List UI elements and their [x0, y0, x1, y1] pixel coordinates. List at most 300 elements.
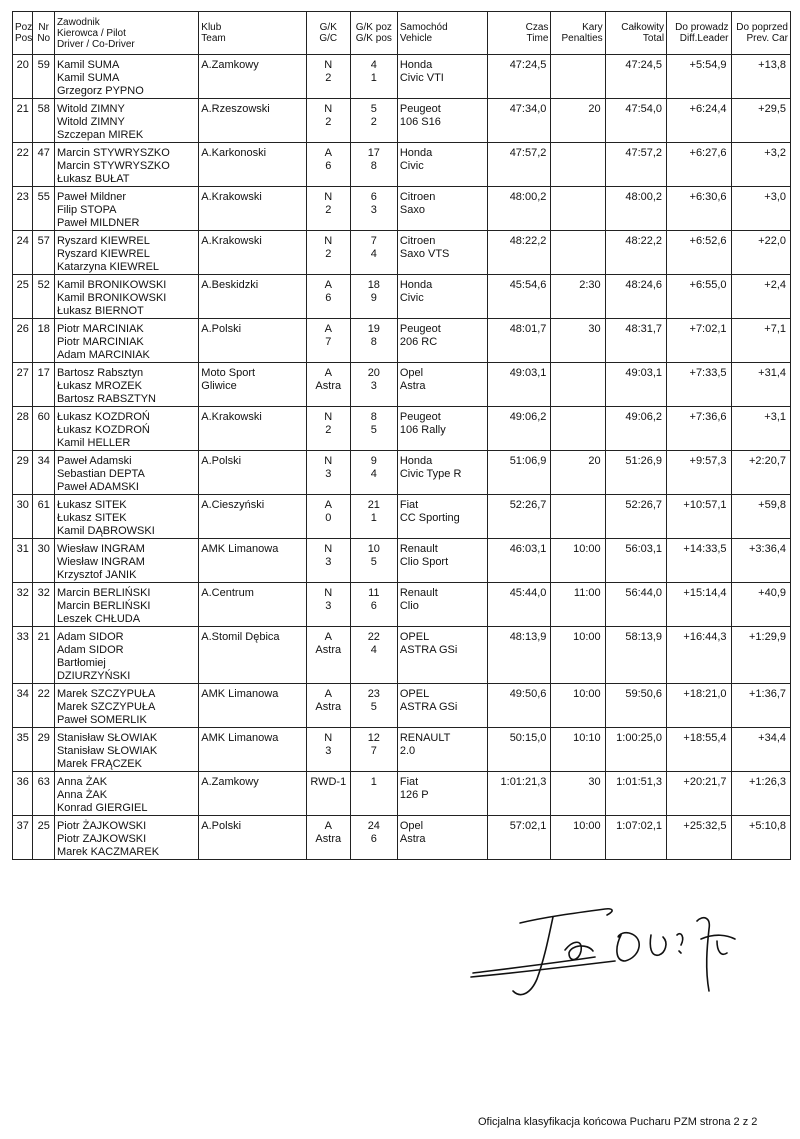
- pos-cell: 28: [13, 407, 33, 451]
- gcpos-cell: [350, 407, 397, 451]
- total-cell: 47:54,0: [605, 99, 666, 143]
- time-cell: 48:13,9: [487, 627, 550, 684]
- gc-cell-line: N: [324, 235, 333, 247]
- driver-cell-line: Ryszard KIEWREL: [56, 248, 150, 260]
- gc-cell-line: 3: [325, 745, 332, 757]
- pos-cell: 20: [13, 55, 33, 99]
- gc-cell-line: 2: [325, 116, 332, 128]
- driver-cell-line: Paweł Mildner: [56, 191, 127, 203]
- nr-cell: 30: [33, 539, 54, 583]
- driver-cell: [54, 539, 198, 583]
- gc-cell: [306, 451, 350, 495]
- table-row: [13, 231, 791, 275]
- prev-car-cell: +1:26,3: [731, 772, 790, 816]
- driver-cell-line: Marcin STYWRYSZKO: [56, 160, 170, 172]
- penalties-cell: [551, 55, 605, 99]
- pos-cell: 33: [13, 627, 33, 684]
- time-cell: 47:34,0: [487, 99, 550, 143]
- time-cell: 1:01:21,3: [487, 772, 550, 816]
- vehicle-cell-line: 106 S16: [399, 116, 441, 128]
- vehicle-cell-line: Peugeot: [399, 323, 441, 335]
- gc-cell-line: A: [324, 279, 332, 291]
- driver-cell-line: Ryszard KIEWREL: [56, 235, 150, 247]
- vehicle-cell-line: 106 Rally: [399, 424, 446, 436]
- club-cell-line: A.Zamkowy: [201, 776, 259, 788]
- gc-cell-line: N: [324, 587, 333, 599]
- total-cell: 48:22,2: [605, 231, 666, 275]
- club-cell: [199, 728, 306, 772]
- table-row: [13, 684, 791, 728]
- driver-cell-line: Łukasz KOZDROŃ: [56, 424, 150, 436]
- diff-leader-cell: +16:44,3: [667, 627, 731, 684]
- time-cell: 47:24,5: [487, 55, 550, 99]
- vehicle-cell-line: Saxo: [399, 204, 425, 216]
- gcpos-cell-line: 23: [367, 688, 380, 700]
- gc-cell: [306, 539, 350, 583]
- gc-cell-line: 2: [325, 72, 332, 84]
- diff-leader-cell: +18:55,4: [667, 728, 731, 772]
- total-cell: 1:01:51,3: [605, 772, 666, 816]
- prev-car-cell: +31,4: [731, 363, 790, 407]
- time-cell: 45:44,0: [487, 583, 550, 627]
- gc-cell-line: 3: [325, 468, 332, 480]
- header-diff-leader: Do prowadz Diff.Leader: [667, 12, 731, 55]
- gcpos-cell-line: 5: [370, 424, 377, 436]
- driver-cell-line: Łukasz KOZDROŃ: [56, 411, 150, 423]
- gcpos-cell-line: 2: [370, 116, 377, 128]
- gc-cell-line: 6: [325, 160, 332, 172]
- vehicle-cell-line: Saxo VTS: [399, 248, 450, 260]
- prev-car-cell: +5:10,8: [731, 816, 790, 860]
- total-cell: 1:07:02,1: [605, 816, 666, 860]
- gcpos-cell-line: 4: [370, 248, 377, 260]
- table-row: [13, 319, 791, 363]
- pos-cell: 23: [13, 187, 33, 231]
- driver-cell-line: Kamil DĄBROWSKI: [56, 525, 155, 537]
- driver-cell-line: Bartłomiej: [56, 657, 106, 669]
- header-total: Całkowity Total: [605, 12, 666, 55]
- time-cell: 49:06,2: [487, 407, 550, 451]
- penalties-cell: 30: [551, 772, 605, 816]
- nr-cell: 21: [33, 627, 54, 684]
- penalties-cell: 20: [551, 99, 605, 143]
- prev-car-cell: +1:36,7: [731, 684, 790, 728]
- gcpos-cell: [350, 772, 397, 816]
- driver-cell: [54, 407, 198, 451]
- diff-leader-cell: +25:32,5: [667, 816, 731, 860]
- penalties-cell: 10:00: [551, 816, 605, 860]
- gc-cell-line: RWD-1: [310, 776, 347, 788]
- driver-cell-line: Marek FRĄCZEK: [56, 758, 142, 770]
- vehicle-cell-line: ASTRA GSi: [399, 701, 458, 713]
- nr-cell: 60: [33, 407, 54, 451]
- penalties-cell: [551, 143, 605, 187]
- gcpos-cell: [350, 363, 397, 407]
- vehicle-cell-line: 126 P: [399, 789, 429, 801]
- table-row: [13, 143, 791, 187]
- club-cell: [199, 55, 306, 99]
- diff-leader-cell: +5:54,9: [667, 55, 731, 99]
- nr-cell: 34: [33, 451, 54, 495]
- pos-cell: 32: [13, 583, 33, 627]
- club-cell: [199, 583, 306, 627]
- gcpos-cell-line: 7: [370, 745, 377, 757]
- gcpos-cell: [350, 187, 397, 231]
- nr-cell: 25: [33, 816, 54, 860]
- driver-cell: [54, 816, 198, 860]
- header-time: Czas Time: [487, 12, 550, 55]
- club-cell: [199, 319, 306, 363]
- pos-cell: 26: [13, 319, 33, 363]
- total-cell: 56:44,0: [605, 583, 666, 627]
- nr-cell: 18: [33, 319, 54, 363]
- vehicle-cell-line: OPEL: [399, 631, 430, 643]
- driver-cell-line: Krzysztof JANIK: [56, 569, 137, 581]
- vehicle-cell: [397, 684, 487, 728]
- gcpos-cell-line: 1: [370, 512, 377, 524]
- gcpos-cell-line: 10: [367, 543, 380, 555]
- driver-cell: [54, 495, 198, 539]
- driver-cell-line: Marek SZCZYPUŁA: [56, 701, 156, 713]
- gcpos-cell-line: 6: [370, 600, 377, 612]
- gc-cell: [306, 495, 350, 539]
- driver-cell-line: Witold ZIMNY: [56, 103, 125, 115]
- pos-cell: 35: [13, 728, 33, 772]
- gcpos-cell-line: 24: [367, 820, 380, 832]
- driver-cell-line: Bartosz Rabsztyn: [56, 367, 144, 379]
- vehicle-cell: [397, 583, 487, 627]
- nr-cell: 47: [33, 143, 54, 187]
- gcpos-cell-line: 3: [370, 204, 377, 216]
- gc-cell: [306, 99, 350, 143]
- gc-cell-line: N: [324, 103, 333, 115]
- table-row: [13, 451, 791, 495]
- gcpos-cell: [350, 451, 397, 495]
- vehicle-cell-line: Opel: [399, 367, 424, 379]
- nr-cell: 52: [33, 275, 54, 319]
- gcpos-cell-line: 1: [370, 72, 377, 84]
- prev-car-cell: +3,0: [731, 187, 790, 231]
- club-cell: [199, 772, 306, 816]
- diff-leader-cell: +6:27,6: [667, 143, 731, 187]
- time-cell: 50:15,0: [487, 728, 550, 772]
- time-cell: 48:22,2: [487, 231, 550, 275]
- gc-cell: [306, 816, 350, 860]
- club-cell: [199, 495, 306, 539]
- club-cell-line: A.Rzeszowski: [201, 103, 270, 115]
- vehicle-cell: [397, 816, 487, 860]
- club-cell: [199, 143, 306, 187]
- gcpos-cell-line: 11: [368, 587, 380, 599]
- vehicle-cell-line: Honda: [399, 455, 433, 467]
- vehicle-cell: [397, 772, 487, 816]
- club-cell-line: A.Stomil Dębica: [201, 631, 280, 643]
- gc-cell: [306, 143, 350, 187]
- driver-cell-line: Szczepan MIREK: [56, 129, 144, 141]
- club-cell-line: A.Zamkowy: [201, 59, 259, 71]
- diff-leader-cell: +20:21,7: [667, 772, 731, 816]
- driver-cell-line: Łukasz SITEK: [56, 499, 127, 511]
- pos-cell: 37: [13, 816, 33, 860]
- nr-cell: 29: [33, 728, 54, 772]
- club-cell-line: A.Beskidzki: [201, 279, 259, 291]
- total-cell: 58:13,9: [605, 627, 666, 684]
- vehicle-cell-line: Citroen: [399, 191, 436, 203]
- driver-cell-line: Katarzyna KIEWREL: [56, 261, 160, 273]
- gcpos-cell-line: 12: [367, 732, 380, 744]
- header-club: Klub Team: [199, 12, 306, 55]
- prev-car-cell: +3,2: [731, 143, 790, 187]
- table-row: [13, 583, 791, 627]
- penalties-cell: [551, 407, 605, 451]
- driver-cell-line: Piotr MARCINIAK: [56, 336, 144, 348]
- header-gcpos: G/K poz G/K pos: [350, 12, 397, 55]
- gcpos-cell: [350, 583, 397, 627]
- gcpos-cell-line: 4: [370, 468, 377, 480]
- time-cell: 45:54,6: [487, 275, 550, 319]
- total-cell: 51:26,9: [605, 451, 666, 495]
- driver-cell-line: Łukasz MROZEK: [56, 380, 142, 392]
- nr-cell: 55: [33, 187, 54, 231]
- driver-cell-line: Marcin BERLIŃSKI: [56, 587, 151, 599]
- gc-cell: [306, 187, 350, 231]
- gcpos-cell-line: 1: [370, 776, 377, 788]
- gcpos-cell-line: 20: [367, 367, 380, 379]
- vehicle-cell-line: 206 RC: [399, 336, 438, 348]
- club-cell-line: Gliwice: [201, 380, 237, 392]
- prev-car-cell: +13,8: [731, 55, 790, 99]
- club-cell-line: A.Karkonoski: [201, 147, 267, 159]
- pos-cell: 29: [13, 451, 33, 495]
- club-cell: [199, 231, 306, 275]
- gc-cell: [306, 583, 350, 627]
- vehicle-cell-line: CC Sporting: [399, 512, 460, 524]
- driver-cell-line: Piotr ZAJKOWSKI: [56, 833, 147, 845]
- driver-cell: [54, 231, 198, 275]
- header-gc: G/K G/C: [306, 12, 350, 55]
- table-row: [13, 187, 791, 231]
- vehicle-cell-line: Fiat: [399, 499, 419, 511]
- total-cell: 47:57,2: [605, 143, 666, 187]
- gcpos-cell-line: 5: [370, 701, 377, 713]
- pos-cell: 24: [13, 231, 33, 275]
- diff-leader-cell: +15:14,4: [667, 583, 731, 627]
- driver-cell-line: Witold ZIMNY: [56, 116, 125, 128]
- gcpos-cell-line: 19: [367, 323, 380, 335]
- vehicle-cell-line: Opel: [399, 820, 424, 832]
- penalties-cell: 10:00: [551, 684, 605, 728]
- gc-cell: [306, 55, 350, 99]
- gc-cell: [306, 231, 350, 275]
- gcpos-cell-line: 8: [370, 411, 377, 423]
- header-pos: Poz Pos: [13, 12, 33, 55]
- club-cell: [199, 363, 306, 407]
- vehicle-cell: [397, 539, 487, 583]
- gcpos-cell-line: 17: [367, 147, 380, 159]
- gc-cell-line: 7: [325, 336, 332, 348]
- vehicle-cell: [397, 275, 487, 319]
- gc-cell-line: N: [324, 732, 333, 744]
- vehicle-cell: [397, 99, 487, 143]
- table-header: [13, 12, 791, 55]
- club-cell: [199, 816, 306, 860]
- gcpos-cell-line: 8: [370, 336, 377, 348]
- table-row: [13, 772, 791, 816]
- gc-cell-line: Astra: [315, 701, 342, 713]
- total-cell: 56:03,1: [605, 539, 666, 583]
- gc-cell: [306, 728, 350, 772]
- driver-cell: [54, 583, 198, 627]
- driver-cell-line: Kamil SUMA: [56, 59, 120, 71]
- diff-leader-cell: +7:33,5: [667, 363, 731, 407]
- gcpos-cell: [350, 55, 397, 99]
- time-cell: 47:57,2: [487, 143, 550, 187]
- gcpos-cell-line: 4: [370, 59, 377, 71]
- driver-cell-line: Adam SIDOR: [56, 631, 124, 643]
- driver-cell: [54, 728, 198, 772]
- prev-car-cell: +3:36,4: [731, 539, 790, 583]
- vehicle-cell-line: Clio Sport: [399, 556, 449, 568]
- time-cell: 48:00,2: [487, 187, 550, 231]
- club-cell-line: A.Polski: [201, 820, 242, 832]
- diff-leader-cell: +6:55,0: [667, 275, 731, 319]
- diff-leader-cell: +6:24,4: [667, 99, 731, 143]
- gcpos-cell-line: 21: [367, 499, 380, 511]
- driver-cell-line: DZIURZYŃSKI: [56, 670, 131, 682]
- gcpos-cell-line: 18: [367, 279, 380, 291]
- gc-cell-line: A: [324, 147, 332, 159]
- vehicle-cell: [397, 728, 487, 772]
- total-cell: 49:06,2: [605, 407, 666, 451]
- pos-cell: 22: [13, 143, 33, 187]
- gcpos-cell-line: 3: [370, 380, 377, 392]
- vehicle-cell: [397, 143, 487, 187]
- gcpos-cell: [350, 143, 397, 187]
- prev-car-cell: +1:29,9: [731, 627, 790, 684]
- results-table: [12, 11, 791, 860]
- diff-leader-cell: +9:57,3: [667, 451, 731, 495]
- driver-cell-line: Marcin STYWRYSZKO: [56, 147, 170, 159]
- penalties-cell: 20: [551, 451, 605, 495]
- nr-cell: 58: [33, 99, 54, 143]
- gc-cell-line: 2: [325, 424, 332, 436]
- gc-cell-line: N: [324, 543, 333, 555]
- prev-car-cell: +59,8: [731, 495, 790, 539]
- driver-cell-line: Łukasz BUŁAT: [56, 173, 130, 185]
- vehicle-cell: [397, 407, 487, 451]
- penalties-cell: 10:10: [551, 728, 605, 772]
- club-cell-line: AMK Limanowa: [201, 732, 279, 744]
- gc-cell-line: N: [324, 455, 333, 467]
- table-row: [13, 627, 791, 684]
- club-cell: [199, 275, 306, 319]
- gc-cell-line: A: [324, 631, 332, 643]
- driver-cell-line: Piotr MARCINIAK: [56, 323, 144, 335]
- vehicle-cell-line: 2.0: [399, 745, 416, 757]
- gc-cell-line: A: [324, 499, 332, 511]
- gcpos-cell: [350, 99, 397, 143]
- vehicle-cell: [397, 451, 487, 495]
- vehicle-cell-line: Astra: [399, 380, 426, 392]
- time-cell: 51:06,9: [487, 451, 550, 495]
- driver-cell-line: Kamil BRONIKOWSKI: [56, 292, 167, 304]
- nr-cell: 17: [33, 363, 54, 407]
- gc-cell-line: 6: [325, 292, 332, 304]
- nr-cell: 57: [33, 231, 54, 275]
- gc-cell-line: A: [324, 367, 332, 379]
- table-row: [13, 728, 791, 772]
- vehicle-cell-line: Renault: [399, 587, 438, 599]
- club-cell-line: A.Polski: [201, 455, 242, 467]
- driver-cell-line: Bartosz RABSZTYN: [56, 393, 156, 405]
- table-row: [13, 275, 791, 319]
- club-cell: [199, 539, 306, 583]
- gc-cell-line: 3: [325, 556, 332, 568]
- gcpos-cell-line: 5: [370, 103, 377, 115]
- prev-car-cell: +2:20,7: [731, 451, 790, 495]
- club-cell-line: Moto Sport: [201, 367, 256, 379]
- table-row: [13, 55, 791, 99]
- gcpos-cell: [350, 231, 397, 275]
- vehicle-cell-line: Civic: [399, 292, 424, 304]
- driver-cell-line: Stanisław SŁOWIAK: [56, 732, 158, 744]
- driver-cell-line: Anna ŻAK: [56, 789, 108, 801]
- gcpos-cell: [350, 728, 397, 772]
- vehicle-cell: [397, 363, 487, 407]
- driver-cell-line: Filip STOPA: [56, 204, 117, 216]
- gcpos-cell-line: 8: [370, 160, 377, 172]
- penalties-cell: 30: [551, 319, 605, 363]
- signature: [465, 895, 765, 1015]
- club-cell: [199, 407, 306, 451]
- pos-cell: 34: [13, 684, 33, 728]
- gcpos-cell-line: 6: [370, 833, 377, 845]
- gc-cell-line: A: [324, 323, 332, 335]
- club-cell-line: A.Polski: [201, 323, 242, 335]
- table-row: [13, 495, 791, 539]
- prev-car-cell: +3,1: [731, 407, 790, 451]
- vehicle-cell-line: Civic Type R: [399, 468, 462, 480]
- penalties-cell: 2:30: [551, 275, 605, 319]
- table-row: [13, 363, 791, 407]
- driver-cell-line: Marek SZCZYPUŁA: [56, 688, 156, 700]
- vehicle-cell-line: Renault: [399, 543, 438, 555]
- total-cell: 48:00,2: [605, 187, 666, 231]
- gcpos-cell: [350, 319, 397, 363]
- driver-cell-line: Adam SIDOR: [56, 644, 124, 656]
- driver-cell: [54, 55, 198, 99]
- driver-cell-line: Sebastian DEPTA: [56, 468, 145, 480]
- total-cell: 48:31,7: [605, 319, 666, 363]
- diff-leader-cell: +18:21,0: [667, 684, 731, 728]
- driver-cell-line: Łukasz BIERNOT: [56, 305, 144, 317]
- table-row: [13, 407, 791, 451]
- diff-leader-cell: +14:33,5: [667, 539, 731, 583]
- driver-cell-line: Paweł SOMERLIK: [56, 714, 147, 726]
- vehicle-cell-line: Astra: [399, 833, 426, 845]
- total-cell: 48:24,6: [605, 275, 666, 319]
- gcpos-cell: [350, 275, 397, 319]
- driver-cell: [54, 99, 198, 143]
- vehicle-cell: [397, 627, 487, 684]
- club-cell-line: A.Krakowski: [201, 191, 262, 203]
- driver-cell: [54, 319, 198, 363]
- gcpos-cell: [350, 539, 397, 583]
- gcpos-cell-line: 9: [370, 292, 377, 304]
- driver-cell: [54, 627, 198, 684]
- total-cell: 49:03,1: [605, 363, 666, 407]
- nr-cell: 61: [33, 495, 54, 539]
